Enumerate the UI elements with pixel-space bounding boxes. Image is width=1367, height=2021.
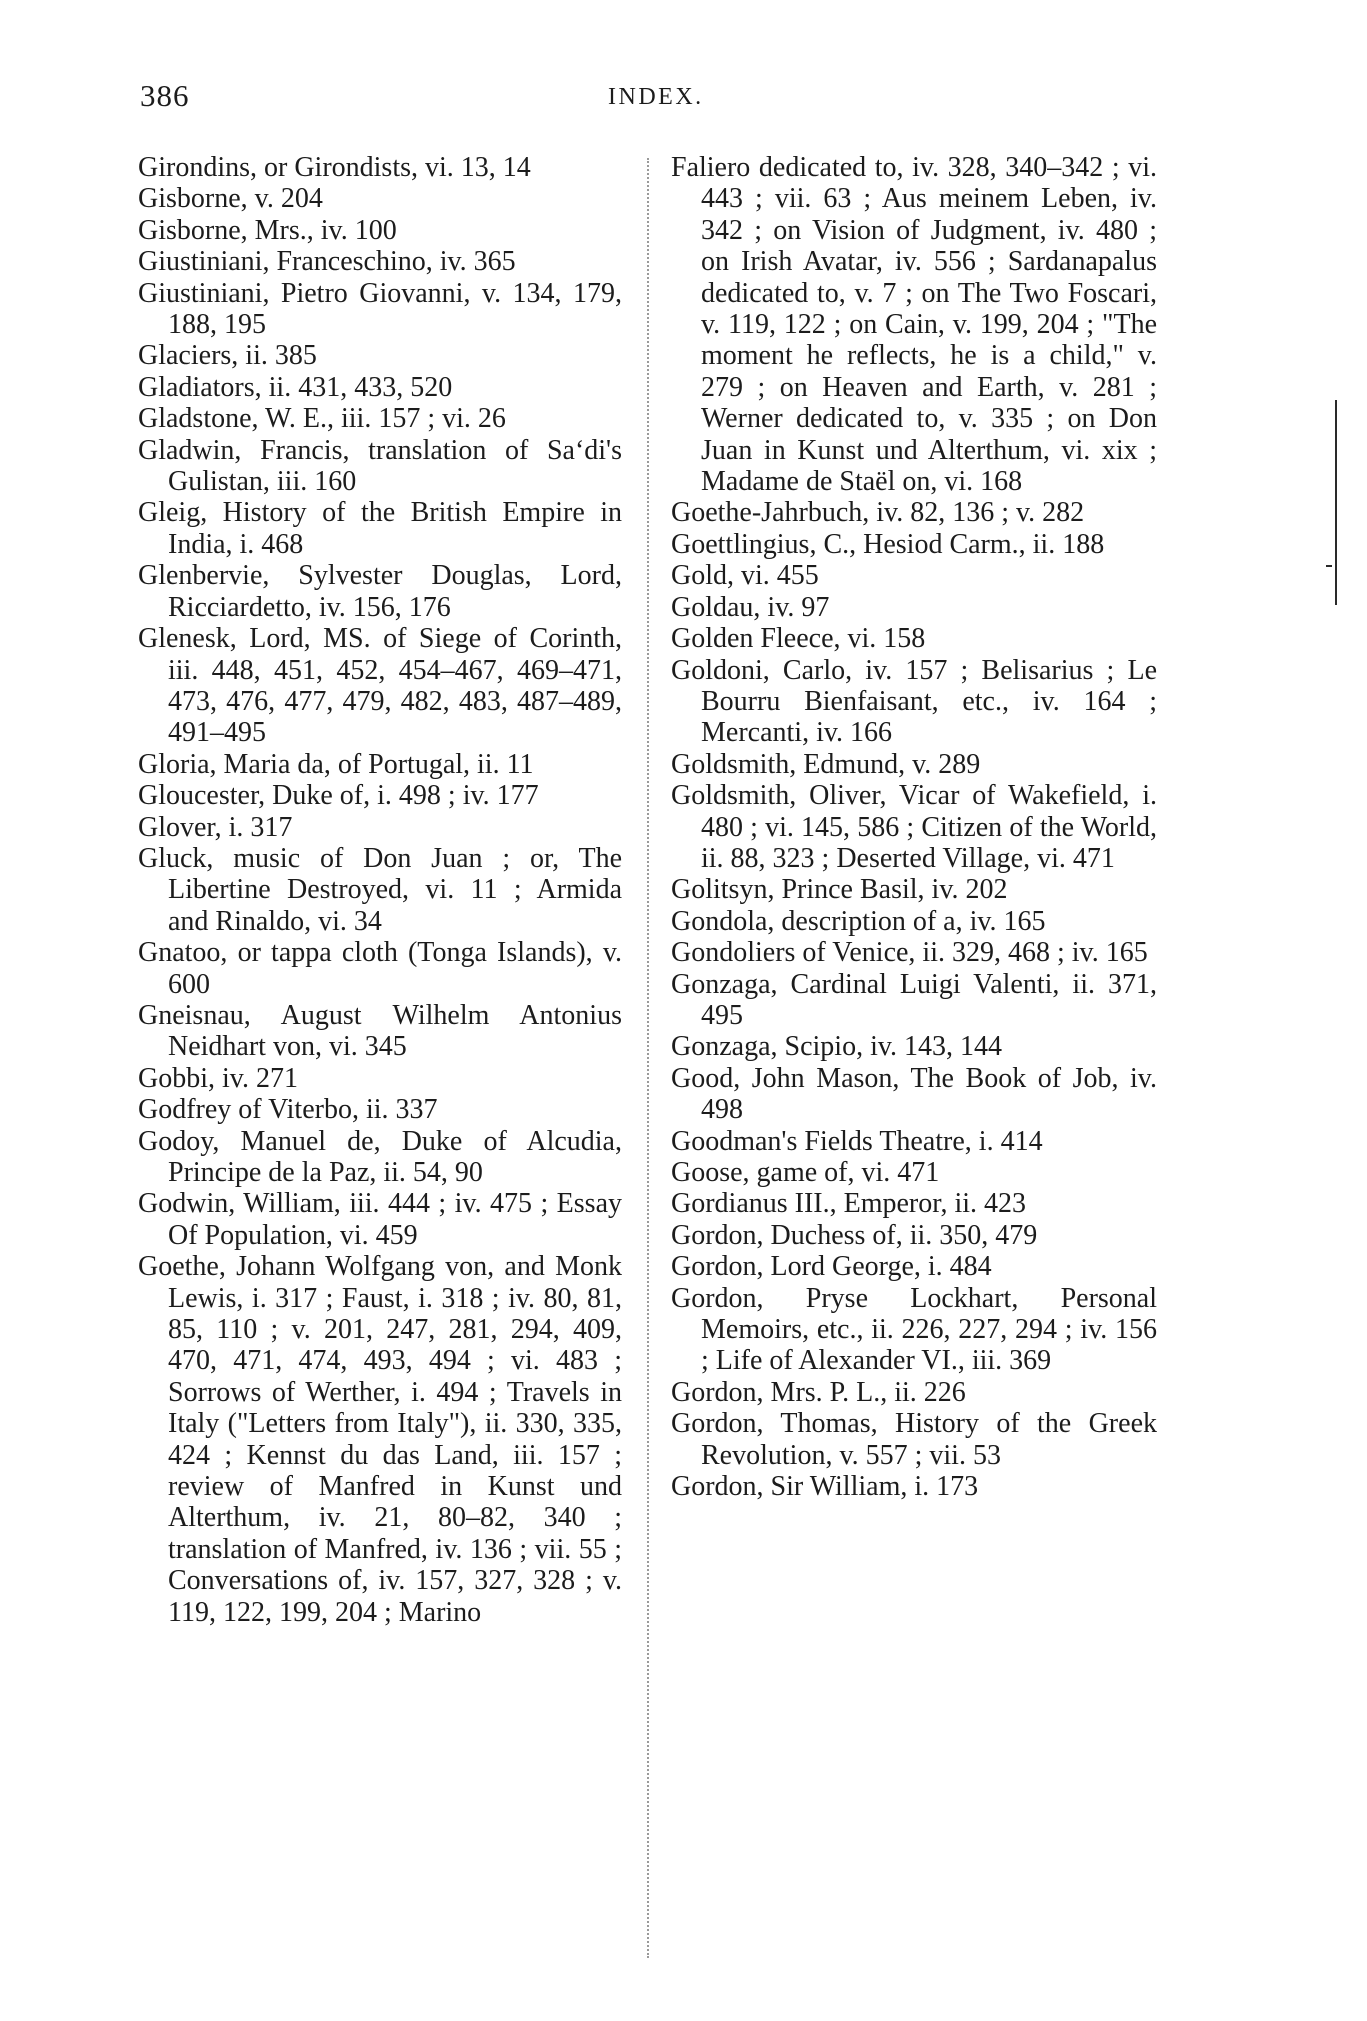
index-entry: Gordon, Pryse Lockhart, Personal Memoirs, etc., ii. 226, 227, 294 ; iv. 156 ; Life of Alexander VI., iii. 369: [671, 1282, 1157, 1377]
index-entry: Gisborne, v. 204: [138, 183, 323, 215]
index-entry: Goldsmith, Oliver, Vicar of Wakefield, i. 480 ; vi. 145, 586 ; Citizen of the World, ii. 88, 323 ; Deserted Village, vi. 471: [671, 780, 1157, 874]
index-entry: Giustiniani, Pietro Giovanni, v. 134, 179, 188, 195: [138, 277, 622, 341]
index-entry: Goose, game of, vi. 471: [671, 1157, 940, 1188]
index-entry: Godwin, William, iii. 444 ; iv. 475 ; Essay Of Population, vi. 459: [138, 1188, 622, 1251]
index-entry: Glenbervie, Sylvester Douglas, Lord, Ricciardetto, iv. 156, 176: [138, 560, 622, 623]
index-entry: Goettlingius, C., Hesiod Carm., ii. 188: [671, 528, 1105, 560]
index-entry: Gloria, Maria da, of Portugal, ii. 11: [138, 748, 534, 780]
index-entry: Glenesk, Lord, MS. of Siege of Corinth, iii. 448, 451, 452, 454–467, 469–471, 473, 476, 477, 479, 482, 483, 487–489, 491–495: [138, 623, 622, 749]
index-entry: Gloucester, Duke of, i. 498 ; iv. 177: [138, 780, 539, 812]
index-entry: Gordon, Lord George, i. 484: [671, 1251, 992, 1283]
index-column-right: [671, 152, 1157, 1502]
index-entry: Gondoliers of Venice, ii. 329, 468 ; iv. 165: [671, 937, 1148, 969]
margin-tick: [1326, 565, 1332, 567]
index-entry: Good, John Mason, The Book of Job, iv. 498: [671, 1062, 1157, 1126]
index-entry: Gneisnau, August Wilhelm Antonius Neidhart von, vi. 345: [138, 999, 622, 1063]
index-entry: Gordon, Duchess of, ii. 350, 479: [671, 1219, 1038, 1251]
index-entry: Giustiniani, Franceschino, iv. 365: [138, 246, 516, 278]
index-entry: Gonzaga, Cardinal Luigi Valenti, ii. 371, 495: [671, 968, 1157, 1031]
index-entry: Gordon, Mrs. P. L., ii. 226: [671, 1376, 966, 1408]
index-entry: Faliero dedicated to, iv. 328, 340–342 ; vi. 443 ; vii. 63 ; Aus meinem Leben, iv. 342 ; on Vision of Judgment, iv. 480 ; on Irish Avatar, iv. 556 ; Sardanapalus dedicated to, v. 7 ; on The Two Foscari, v. 119, 122 ; on Cain, v. 199, 204 ; "The moment he reflects, he is a child," v. 279 ; on Heaven and Earth, v. 281 ; Werner dedicated to, v. 335 ; on Don Juan in Kunst und Alterthum, vi. xix ; Madame de Staël on, vi. 168: [671, 152, 1157, 498]
index-entry: Gonzaga, Scipio, iv. 143, 144: [671, 1031, 1003, 1063]
index-entry: Gisborne, Mrs., iv. 100: [138, 214, 397, 246]
column-divider: [647, 158, 649, 1958]
index-entry: Goldoni, Carlo, iv. 157 ; Belisarius ; Le Bourru Bienfaisant, etc., iv. 164 ; Mercanti, iv. 166: [671, 654, 1157, 749]
index-entry: Godfrey of Viterbo, ii. 337: [138, 1094, 438, 1126]
index-entry: Gluck, music of Don Juan ; or, The Libertine Destroyed, vi. 11 ; Armida and Rinaldo, vi. 34: [138, 842, 622, 937]
index-entry: Godoy, Manuel de, Duke of Alcudia, Principe de la Paz, ii. 54, 90: [138, 1125, 622, 1188]
index-entry: Gleig, History of the British Empire in India, i. 468: [138, 497, 622, 560]
index-entry: Girondins, or Girondists, vi. 13, 14: [138, 152, 531, 183]
index-entry: Goodman's Fields Theatre, i. 414: [671, 1125, 1043, 1157]
index-entry: Gladwin, Francis, translation of Sa‘di's Gulistan, iii. 160: [138, 434, 622, 498]
index-entry: Golden Fleece, vi. 158: [671, 623, 926, 655]
page-number: 386: [140, 78, 190, 113]
index-entry: Goethe, Johann Wolfgang von, and Monk Lewis, i. 317 ; Faust, i. 318 ; iv. 80, 81, 85, 110 ; v. 201, 247, 281, 294, 409, 470, 471, 474, 493, 494 ; vi. 483 ; Sorrows of Werther, i. 494 ; Travels in Italy ("Letters from Italy"), ii. 330, 335, 424 ; Kennst du das Land, iii. 157 ; review of Manfred in Kunst und Alterthum, iv. 21, 80–82, 340 ; translation of Manfred, iv. 136 ; vii. 55 ; Conversations of, iv. 157, 327, 328 ; v. 119, 122, 199, 204 ; Marino: [138, 1251, 622, 1628]
index-entry: Gladstone, W. E., iii. 157 ; vi. 26: [138, 403, 506, 435]
index-entry: Gnatoo, or tappa cloth (Tonga Islands), v. 600: [138, 937, 622, 1000]
index-entry: Gladiators, ii. 431, 433, 520: [138, 371, 453, 403]
margin-rule: [1335, 400, 1337, 605]
index-entry: Goethe-Jahrbuch, iv. 82, 136 ; v. 282: [671, 497, 1085, 529]
index-entry: Gold, vi. 455: [671, 560, 819, 592]
running-head: INDEX.: [608, 84, 704, 110]
index-entry: Glover, i. 317: [138, 811, 293, 843]
index-entry: Gordon, Thomas, History of the Greek Revolution, v. 557 ; vii. 53: [671, 1408, 1157, 1471]
index-entry: Goldau, iv. 97: [671, 591, 830, 623]
index-entry: Gordianus III., Emperor, ii. 423: [671, 1188, 1027, 1220]
index-entry: Gordon, Sir William, i. 173: [671, 1471, 979, 1503]
index-entry: Golitsyn, Prince Basil, iv. 202: [671, 874, 1008, 906]
index-entry: Glaciers, ii. 385: [138, 340, 317, 372]
index-column-left: [138, 152, 622, 1628]
index-entry: Goldsmith, Edmund, v. 289: [671, 748, 981, 780]
index-entry: Gobbi, iv. 271: [138, 1062, 298, 1094]
index-entry: Gondola, description of a, iv. 165: [671, 905, 1046, 937]
